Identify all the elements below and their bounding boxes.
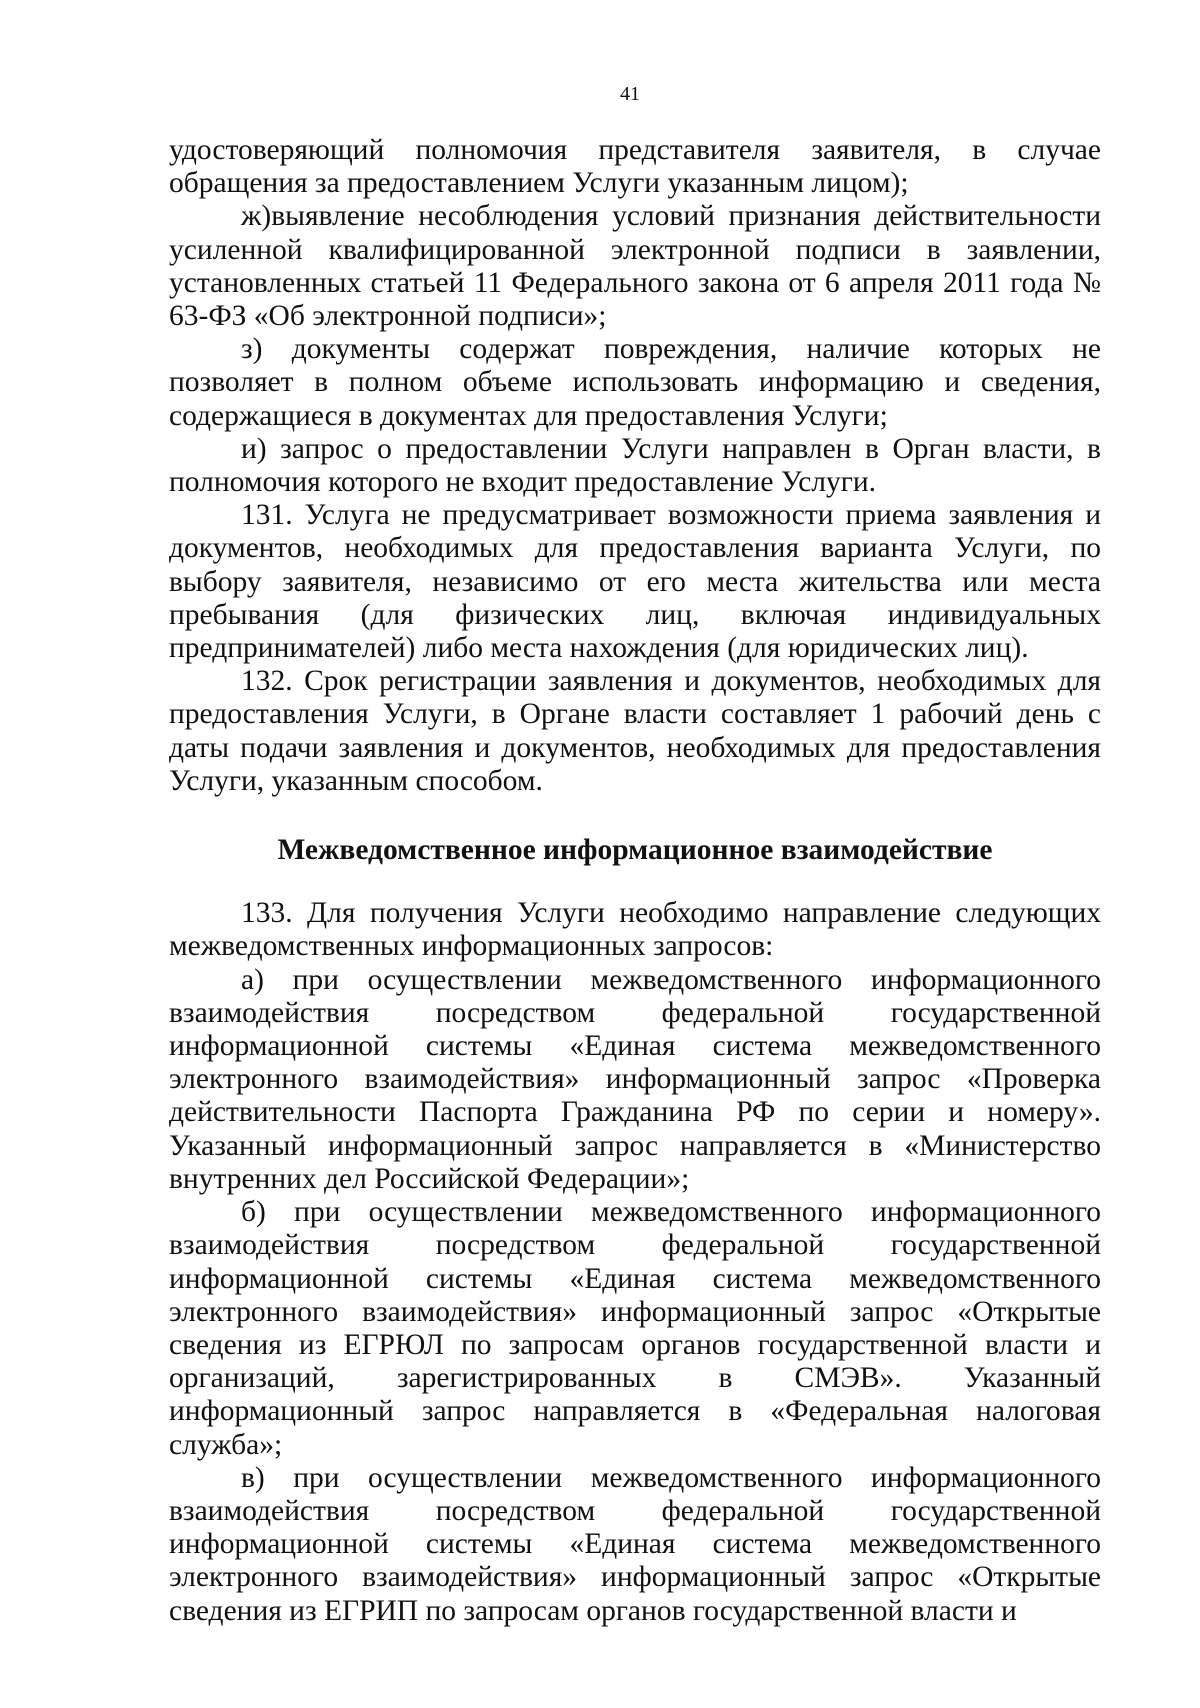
paragraph-131: 131. Услуга не предусматривает возможности приема заявления и документов, необходимых для предоставления варианта Услуги, по выбору заявителя, независимо от его места жительства или места пребывания (для физических лиц, включая индивидуальных предпринимателей) либо места нахождения (для юридических лиц).	[169, 499, 1101, 665]
paragraph-132: 132. Срок регистрации заявления и документов, необходимых для предоставления Услуги, в Органе власти составляет 1 рабочий день с даты подачи заявления и документов, необходимых для предоставления Услуги, указанным способом.	[169, 665, 1101, 797]
page-number: 41	[620, 83, 640, 105]
paragraph-item-b: б) при осуществлении межведомственного информационного взаимодействия посредством федеральной государственной информационной системы «Единая система межведомственного электронного взаимодействия» информационный запрос «Открытые сведения из ЕГРЮЛ по запросам органов государственной власти и организаций, зарегистрированных в СМЭВ». Указанный информационный запрос направляется в «Федеральная налоговая служба»;	[169, 1196, 1101, 1461]
document-body	[169, 134, 1101, 1628]
paragraph-continuation: удостоверяющий полномочия представителя заявителя, в случае обращения за предоставлением Услуги указанным лицом);	[169, 134, 1101, 200]
paragraph-item-i: и) запрос о предоставлении Услуги направлен в Орган власти, в полномочия которого не входит предоставление Услуги.	[169, 432, 1101, 499]
paragraph-item-a: а) при осуществлении межведомственного информационного взаимодействия посредством федеральной государственной информационной системы «Единая система межведомственного электронного взаимодействия» информационный запрос «Проверка действительности Паспорта Гражданина РФ по серии и номеру». Указанный информационный запрос направляется в «Министерство внутренних дел Российской Федерации»;	[169, 963, 1101, 1195]
paragraph-item-zh: ж)выявление несоблюдения условий признания действительности усиленной квалифицированной электронной подписи в заявлении, установленных статьей 11 Федерального закона от 6 апреля 2011 года № 63-ФЗ «Об электронной подписи»;	[169, 200, 1101, 333]
section-heading: Межведомственное информационное взаимодействие	[277, 834, 993, 867]
paragraph-133: 133. Для получения Услуги необходимо направление следующих межведомственных информационных запросов:	[169, 897, 1101, 963]
paragraph-item-z: з) документы содержат повреждения, наличие которых не позволяет в полном объеме использовать информацию и сведения, содержащиеся в документах для предоставления Услуги;	[169, 333, 1101, 432]
paragraph-item-v: в) при осуществлении межведомственного информационного взаимодействия посредством федеральной государственной информационной системы «Единая система межведомственного электронного взаимодействия» информационный запрос «Открытые сведения из ЕГРИП по запросам органов государственной власти и	[169, 1461, 1101, 1627]
